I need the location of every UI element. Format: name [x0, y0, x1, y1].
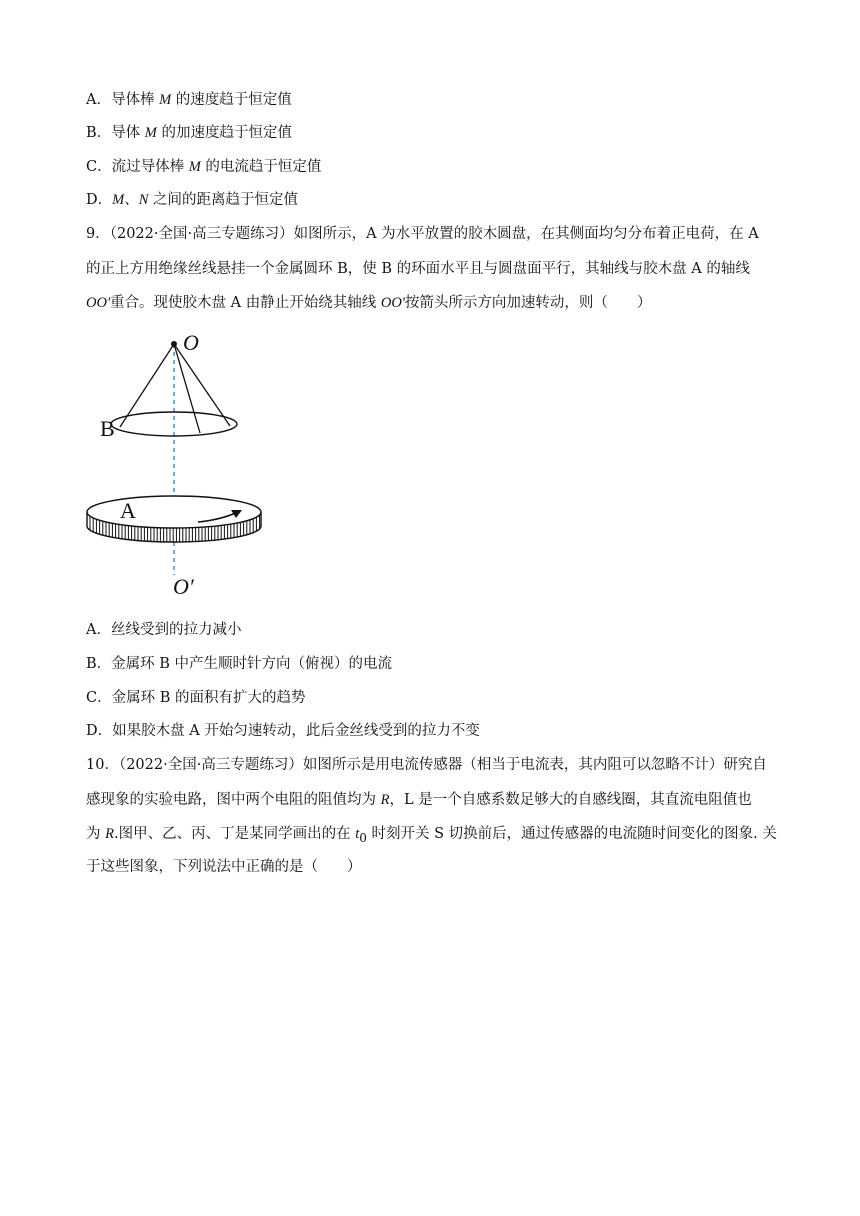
q8-option-c-var: M: [188, 159, 201, 175]
q10-stem-line3-mid: .图甲、乙、丙、丁是某同学画出的在: [113, 826, 356, 842]
label-o-prime: O′: [173, 574, 194, 599]
q10-stem-line2-pre: 感现象的实验电路，图中两个电阻的阻值均为: [86, 792, 381, 808]
q8-option-d-sep: 、: [124, 192, 139, 208]
q10-resistance-symbol-2: R: [105, 826, 114, 842]
q10-resistance-symbol: R: [380, 792, 390, 808]
q8-option-c-text2: 的电流趋于恒定值: [200, 159, 322, 175]
q10-time-subscript: 0: [359, 830, 367, 845]
q8-option-d-var2: N: [138, 192, 149, 208]
label-b: B: [100, 416, 115, 441]
q9-stem-line1: 9．（2022·全国·高三专题练习）如图所示，A 为水平放置的胶木圆盘，在其侧面均匀分布着正电荷，在 A: [86, 226, 759, 242]
q9-stem-line3-mid: 重合。现使胶木盘 A 由静止开始绕其轴线: [110, 295, 381, 311]
q9-option-c: C．金属环 B 的面积有扩大的趋势: [86, 690, 306, 706]
label-a: A: [120, 498, 136, 523]
q10-time-symbol: t: [355, 826, 360, 842]
q8-option-b-text2: 的加速度趋于恒定值: [156, 125, 292, 141]
q10-stem-line2: [86, 790, 752, 810]
q8-option-c: [86, 157, 321, 177]
q8-option-d-label: D．: [86, 192, 113, 208]
q8-option-a-var: M: [159, 92, 172, 108]
q9-stem-line3: [86, 293, 651, 313]
q8-option-c-text: C．流过导体棒: [86, 159, 189, 175]
q8-option-b: [86, 123, 292, 143]
q8-option-a: [86, 90, 292, 110]
q8-option-d-text: 之间的距离趋于恒定值: [148, 192, 299, 208]
q8-option-a-text2: 的速度趋于恒定值: [171, 92, 292, 108]
q8-option-b-var: M: [144, 125, 157, 141]
q9-option-a: A．丝线受到的拉力减小: [86, 622, 242, 638]
q9-stem-line2: 的正上方用绝缘丝线悬挂一个金属圆环 B，使 B 的环面水平且与圆盘面平行，其轴线与胶木盘 A 的轴线: [86, 261, 750, 277]
suspension-point: [171, 341, 177, 347]
q10-stem-line4: 于这些图象，下列说法中正确的是（ ）: [86, 859, 362, 875]
q10-stem-line3: [86, 824, 777, 848]
q9-axis-symbol-2: OO': [380, 295, 405, 311]
q9-option-d: D．如果胶木盘 A 开始匀速转动，此后金丝线受到的拉力不变: [86, 723, 480, 739]
label-o: O: [183, 330, 199, 355]
q8-option-d-var1: M: [112, 192, 125, 208]
q10-stem-line2-post: ，L 是一个自感系数足够大的自感线圈，其直流电阻值也: [389, 792, 752, 808]
q9-stem-line3-post: 按箭头所示方向加速转动，则（ ）: [404, 295, 652, 311]
q9-axis-symbol-1: OO': [86, 295, 111, 311]
q8-option-b-text: B．导体: [86, 125, 145, 141]
q10-stem-line3-post: 时刻开关 S 切换前后，通过传感器的电流随时间变化的图象. 关: [366, 826, 777, 842]
q9-option-b: B．金属环 B 中产生顺时针方向（俯视）的电流: [86, 656, 393, 672]
thread-left: [120, 344, 174, 427]
q10-stem-line1: 10．（2022·全国·高三专题练习）如图所示是用电流传感器（相当于电流表，其内阻可以忽略不计）研究自: [86, 757, 767, 773]
q9-figure-disk-ring: [80, 330, 280, 600]
q8-option-d: [86, 190, 298, 210]
q10-stem-line3-pre: 为: [86, 826, 106, 842]
q8-option-a-text: A．导体棒: [86, 92, 160, 108]
thread-front: [174, 344, 200, 433]
